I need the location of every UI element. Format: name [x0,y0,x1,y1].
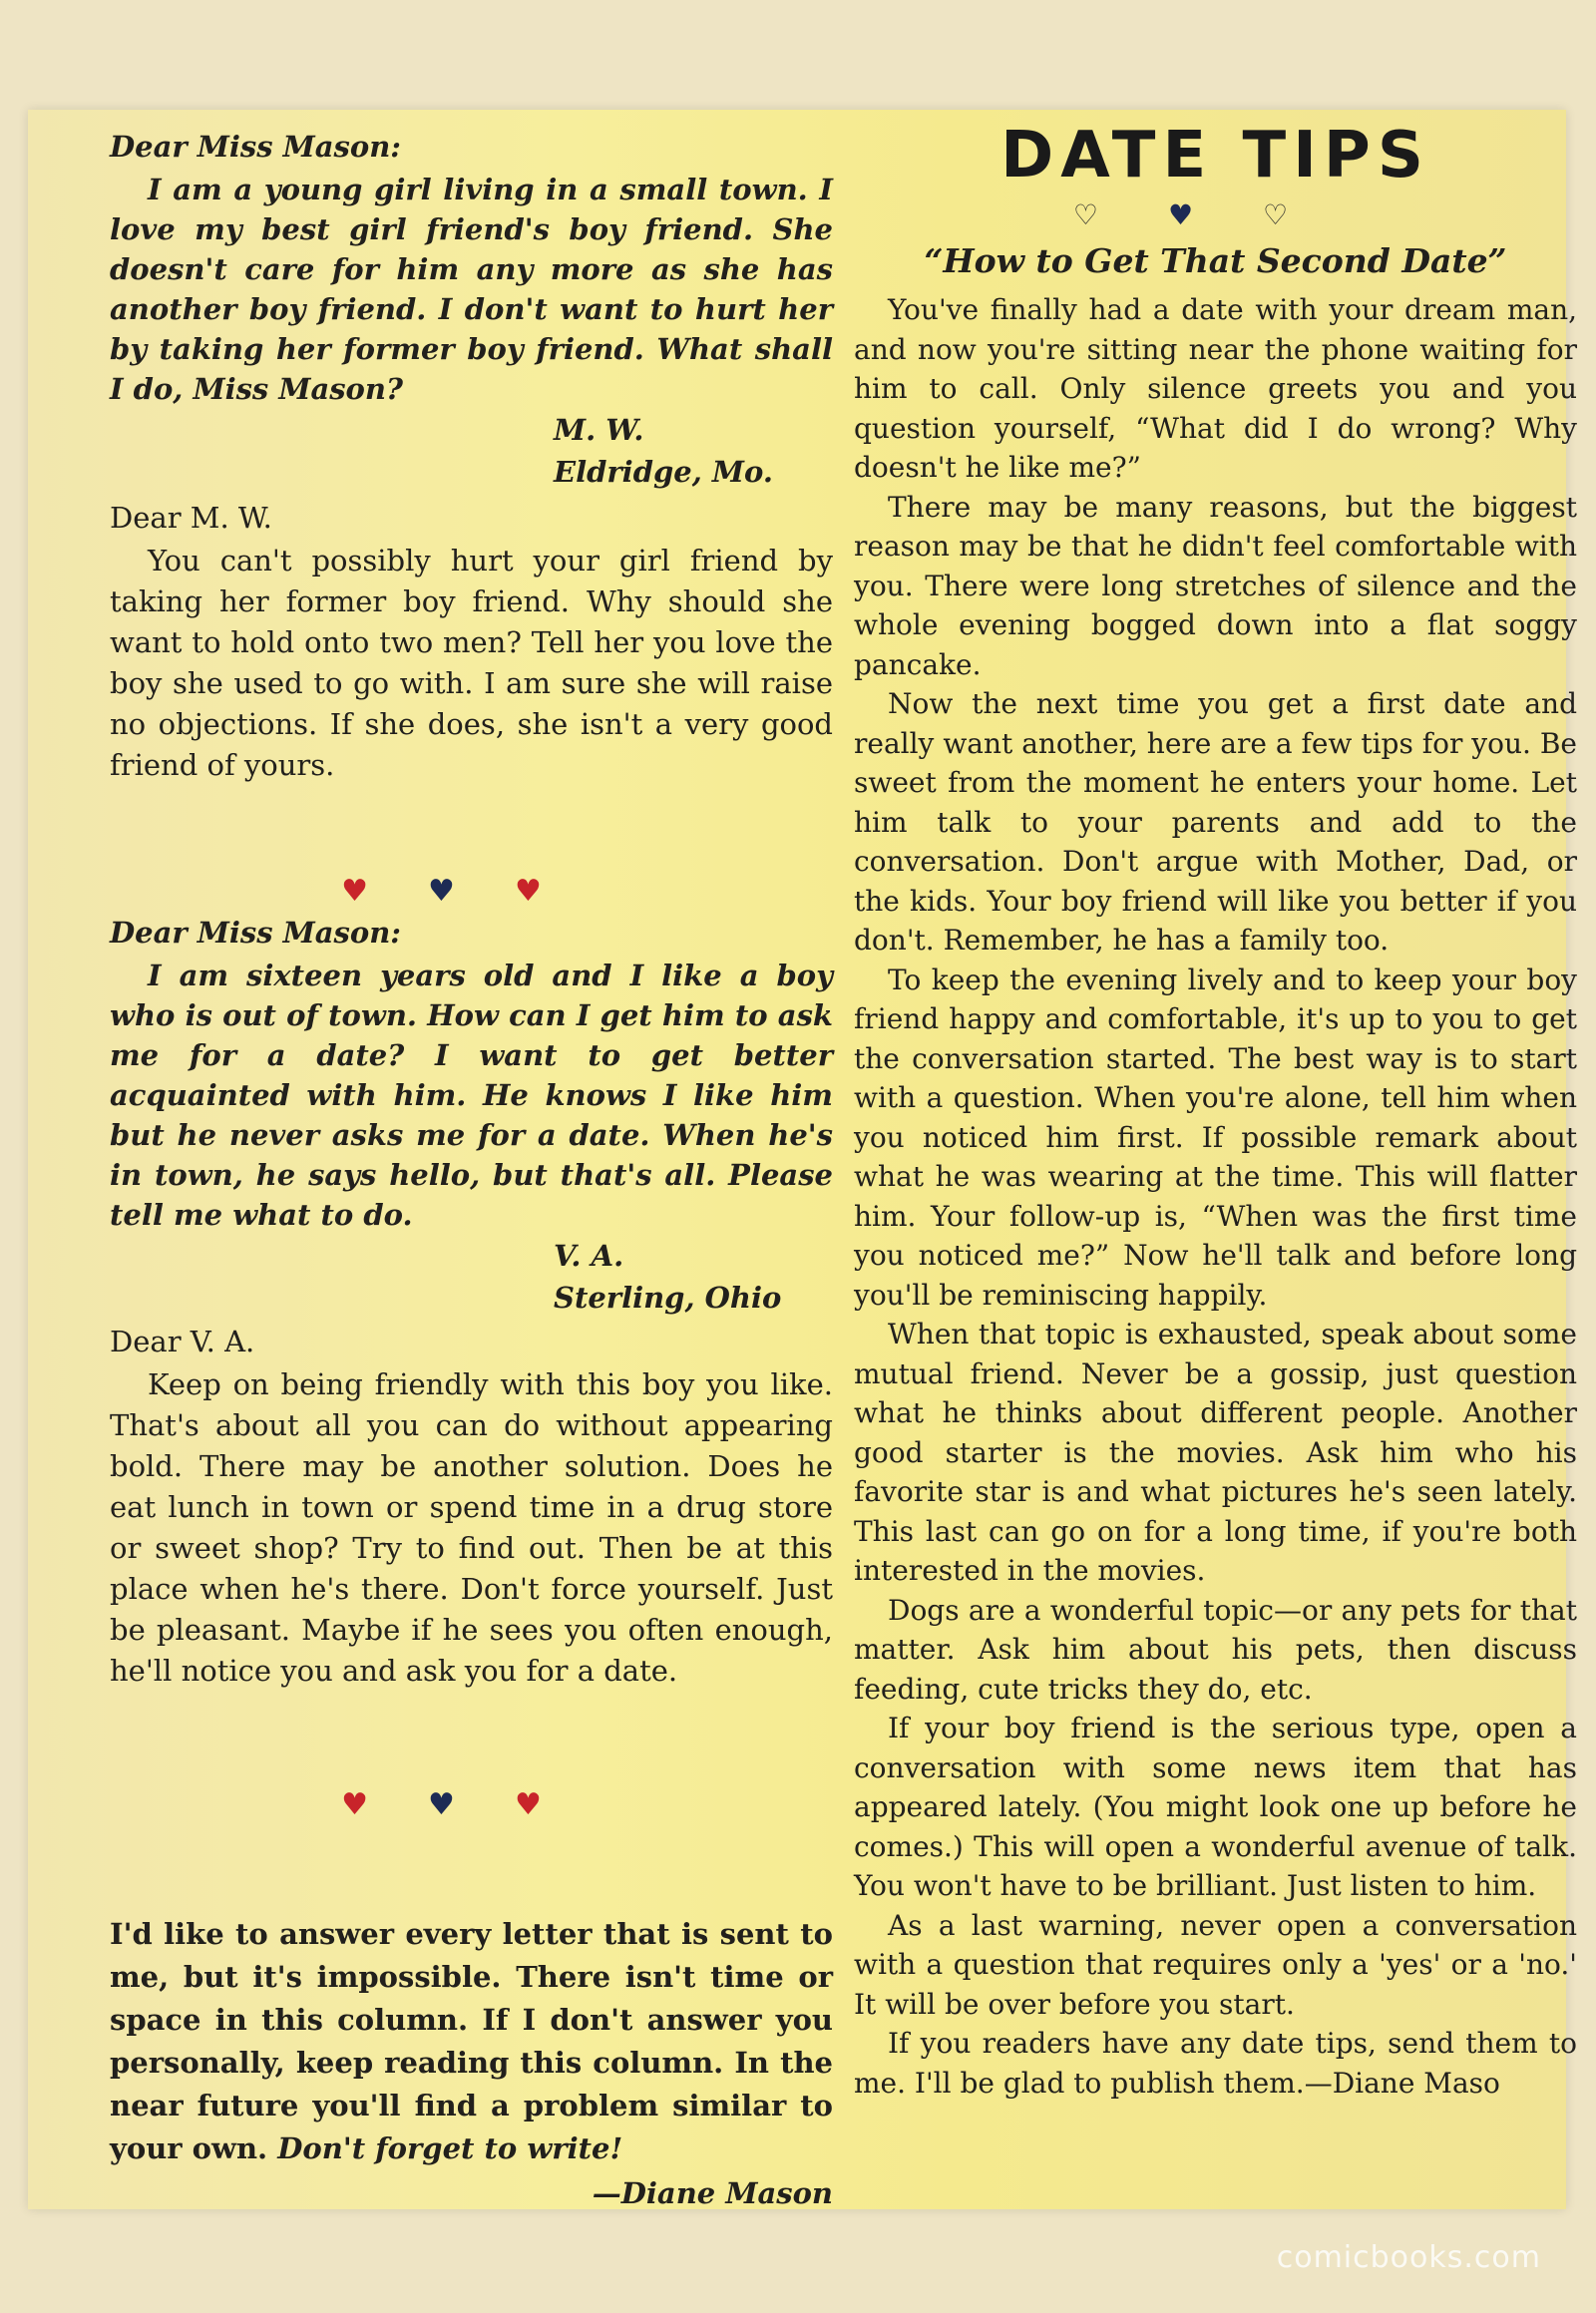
tip-paragraph: Now the next time you get a first date and really want another, here are a few tips for you. Be sweet from the moment he enters your home. Let him talk to your parents and add to the conversation. Don't argue with Mother, Dad, or the kids. Your boy friend will like you better if you don't. Remember, he has a family too. [854,687,1577,957]
reply1-salutation: Dear M. W. [110,501,272,535]
site-watermark: comicbooks.com [1276,2240,1541,2275]
heart-outline-icon: ♡ [1263,198,1359,231]
letter1-body: I am a young girl living in a small town. I love my best girl friend's boy friend. She doesn't care for him any more as she has another boy friend. I don't want to hurt her by taking her former boy friend. What shall I do, Miss Mason? [110,173,833,406]
letter1-signature-initials: M. W. [554,413,644,447]
date-tips-title: DATE TIPS [1000,119,1430,193]
date-tips-subtitle: “How to Get That Second Date” [924,241,1507,280]
heart-divider-2 [110,1785,833,1825]
magazine-page [28,110,1577,2210]
tip-paragraph: If your boy friend is the serious type, open a conversation with some news item that has appeared lately. (You might look one up before he comes.) This will open a wonderful avenue of talk. You won't have to be brilliant. Just listen to him. [854,1712,1577,1902]
letter1-signature-location: Eldridge, Mo. [554,455,773,489]
reply1-body: You can't possibly hurt your girl friend by taking her former boy friend. Why should she want to hold onto two men? Tell her you love the boy she used to go with. I am sure she will raise no objections. If she does, she isn't a very good friend of yours. [110,544,833,782]
tip-paragraph: To keep the evening lively and to keep your boy friend happy and comfortable, it's up to you to get the conversation started. The best way is to start with a question. When you're alone, tell him when you noticed him first. If possible remark about what he was wearing at the time. This will flatter him. Your follow-up is, “When was the first time you noticed me?” Now he'll talk and before long you'll be reminiscing happily. [854,963,1577,1312]
letter1-salutation: Dear Miss Mason: [110,130,401,164]
advice-column-left [110,130,833,2210]
letter2-signature-initials: V. A. [554,1239,624,1273]
letter2-body: I am sixteen years old and I like a boy who is out of town. How can I get him to ask me for a date? I want to get better acquainted with him. He knows I like him but he never asks me for a date. When he's in town, he says hello, but that's all. Please tell me what to do. [110,959,833,1232]
heart-icon: ♥ [428,1787,515,1822]
letter2-signature-location: Sterling, Ohio [554,1281,782,1315]
reply2-salutation: Dear V. A. [110,1325,255,1358]
title-hearts [854,195,1577,235]
tip-paragraph: As a last warning, never open a conversation with a question that requires only a 'yes' or a 'no.' It will be over before you start. [854,1908,1577,2021]
closing-signoff: —Diane Mason [592,2176,833,2210]
tip-paragraph: If you readers have any date tips, send them to me. I'll be glad to publish them.—Diane Maso [854,2027,1577,2100]
closing-text: I'd like to answer every letter that is sent to me, but it's impossible. There isn't time or space in this column. If I don't answer you personally, keep reading this column. In the near future you'll find a problem similar to your own. [110,1917,833,2165]
heart-icon: ♥ [514,874,601,909]
heart-divider-1 [110,872,833,912]
closing-emphasis: Don't forget to write! [277,2131,623,2165]
tip-paragraph: Dogs are a wonderful topic—or any pets for that matter. Ask him about his pets, then discuss feeding, cute tricks they do, etc. [854,1593,1577,1706]
tip-paragraph: You've finally had a date with your dream man, and now you're sitting near the phone waiting for him to call. Only silence greets you and you question yourself, “What did I do wrong? Why doesn't he like me?” [854,293,1577,484]
heart-outline-icon: ♡ [1072,198,1168,231]
date-tips-column [854,120,1577,2103]
heart-icon: ♥ [514,1787,601,1822]
tip-paragraph: When that topic is exhausted, speak about some mutual friend. Never be a gossip, just question what he thinks about different people. Another good starter is the movies. Ask him who his favorite star is and what pictures he's seen lately. This last can go on for a long time, if you're both interested in the movies. [854,1318,1577,1587]
letter2-salutation: Dear Miss Mason: [110,916,401,950]
heart-icon: ♥ [1167,198,1264,231]
reply2-body: Keep on being friendly with this boy you like. That's about all you can do without appearing bold. There may be another solution. Does he eat lunch in town or spend time in a drug store or sweet shop? Try to find out. Then be at this place when he's there. Don't force yourself. Just be pleasant. Maybe if he sees you often enough, he'll notice you and ask you for a date. [110,1367,833,1688]
tip-paragraph: There may be many reasons, but the biggest reason may be that he didn't feel comfortable with you. There were long stretches of silence and the whole evening bogged down into a flat soggy pancake. [854,490,1577,681]
heart-icon: ♥ [341,1787,429,1822]
closing-note [110,1913,833,2170]
heart-icon: ♥ [341,874,429,909]
heart-icon: ♥ [428,874,515,909]
